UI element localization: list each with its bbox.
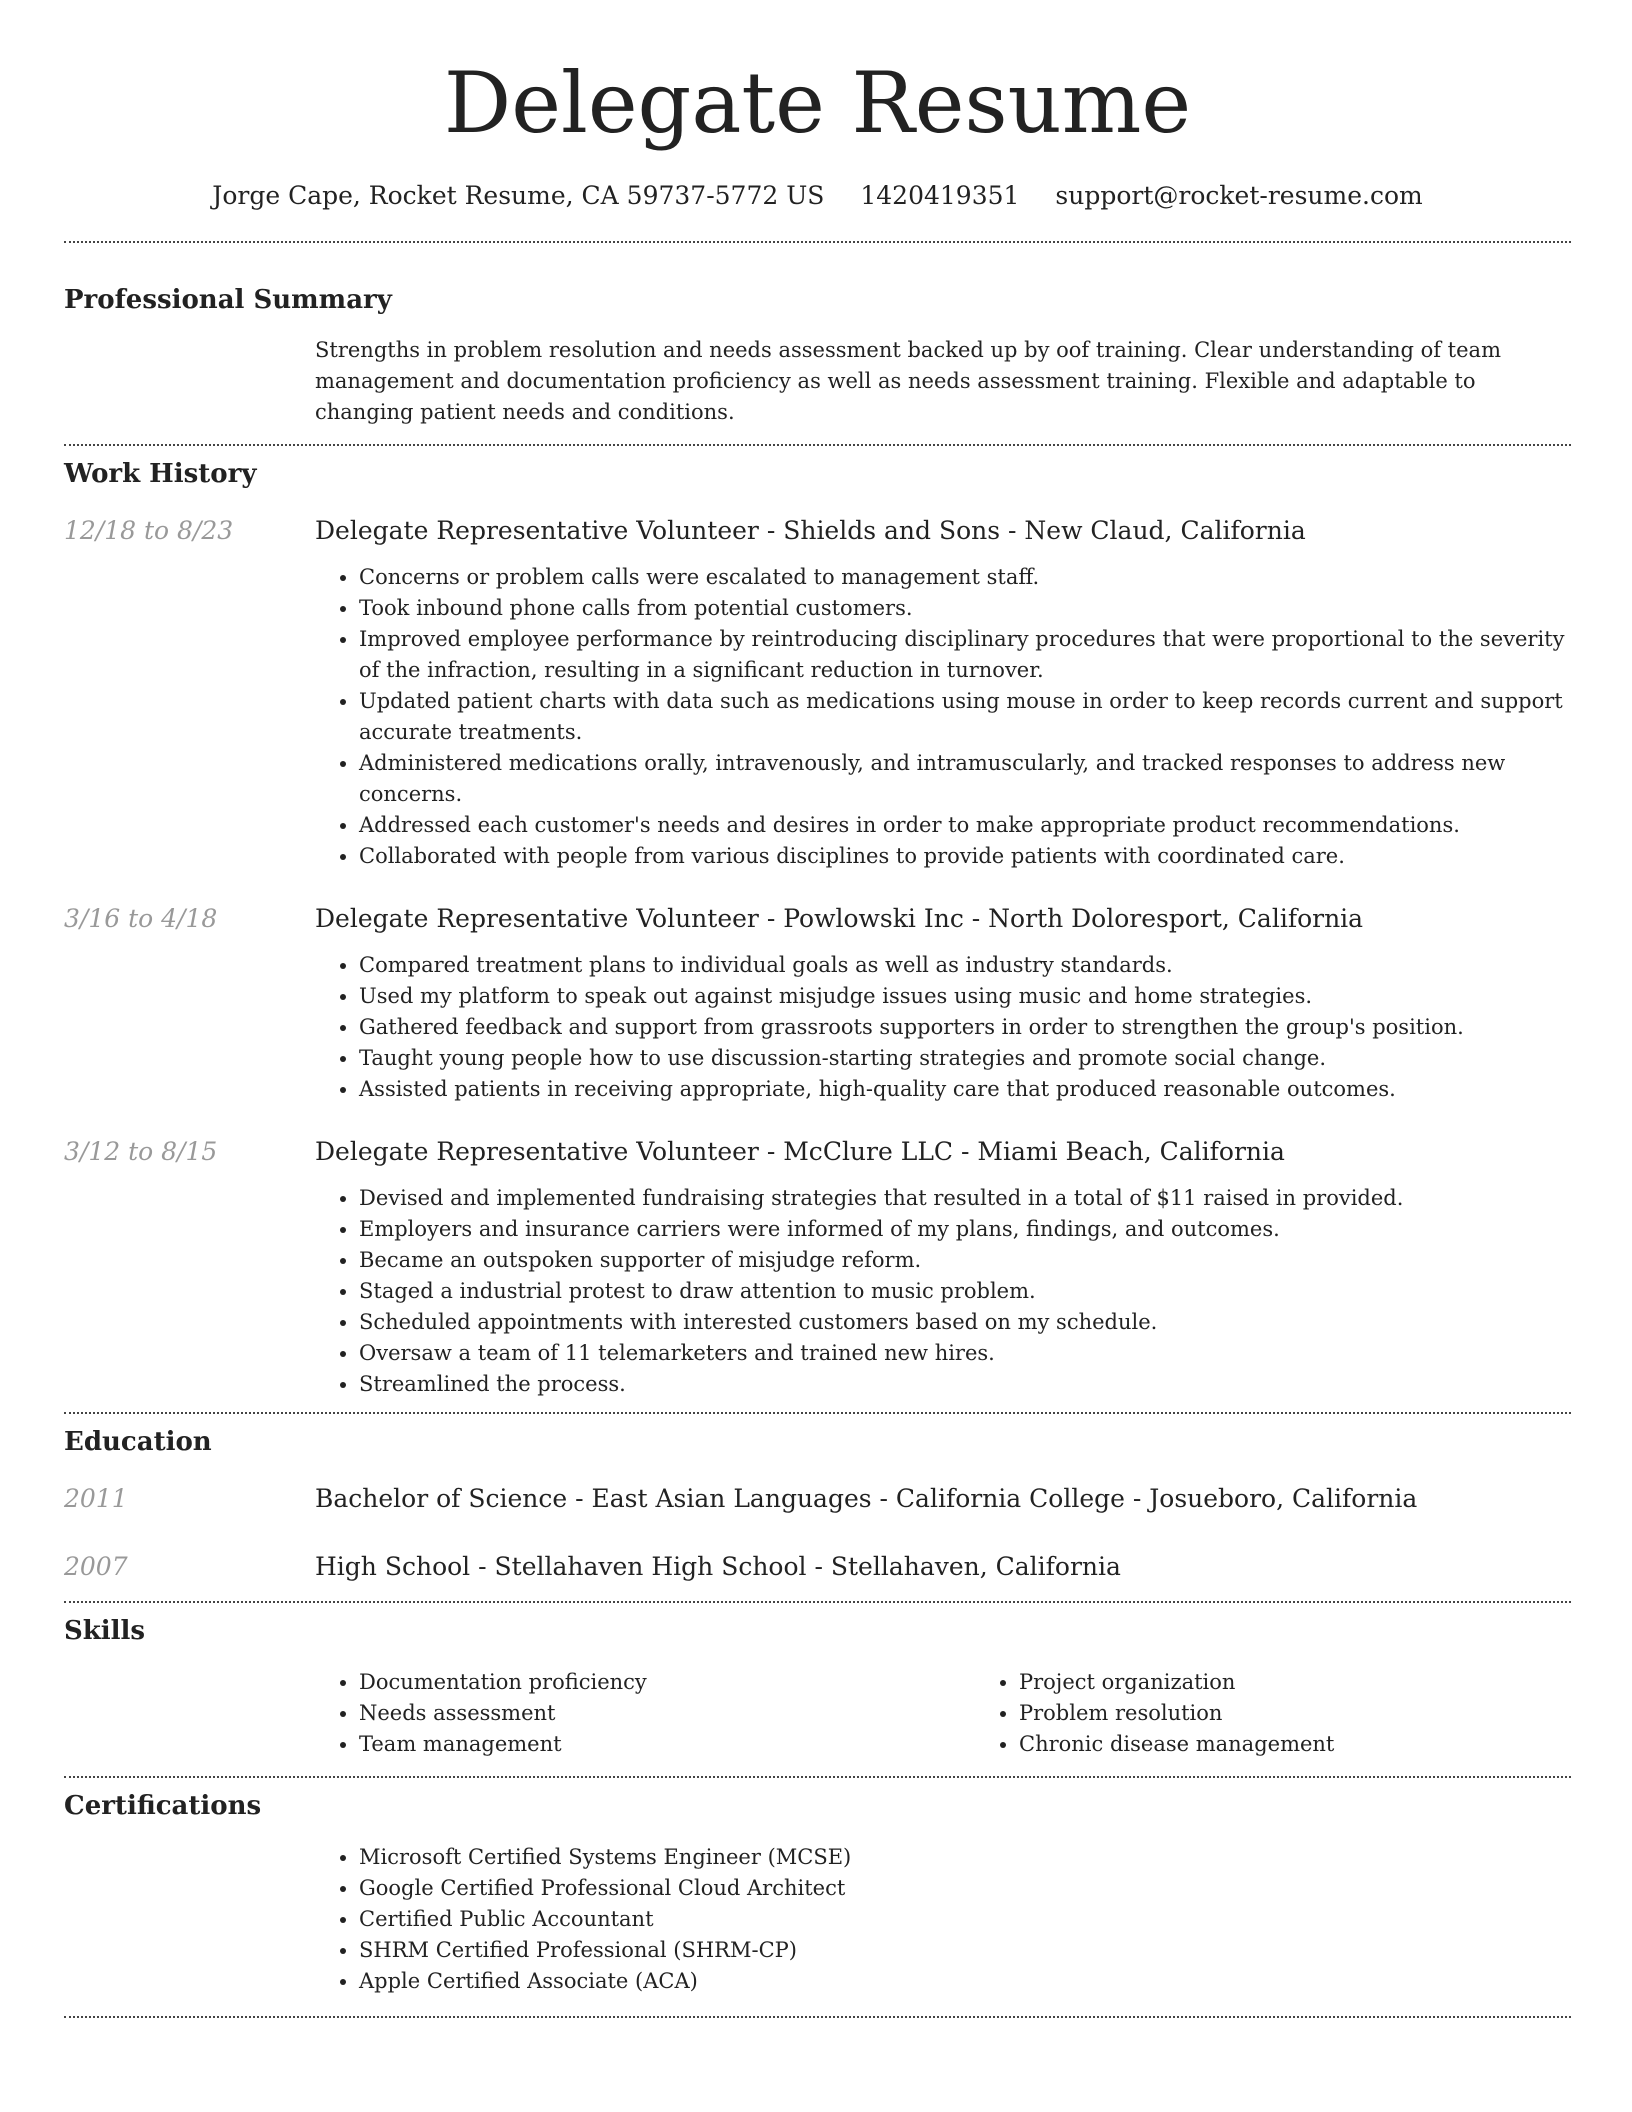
list-item: • Addressed each customer's needs and desires in order to make appropriate product recommendations. <box>359 810 1571 841</box>
summary-text: Strengths in problem resolution and needs assessment backed up by oof training. Clear understanding of team management and documentation proficiency as well as needs assessment training. Flexible and adaptable to changing patient needs and conditions. <box>315 338 1501 424</box>
divider <box>64 241 1571 243</box>
education-heading: Education <box>64 1427 212 1457</box>
list-item: • Took inbound phone calls from potential customers. <box>359 593 1571 624</box>
list-item: • Apple Certified Associate (ACA) <box>359 1966 1571 1997</box>
contact-line <box>64 180 1571 212</box>
list-item: • Problem resolution <box>1019 1698 1632 1729</box>
divider <box>64 444 1571 446</box>
list-item: • Improved employee performance by reintroducing disciplinary procedures that were proportional to the severity of the infraction, resulting in a significant reduction in turnover. <box>359 624 1571 686</box>
list-item: • Employers and insurance carriers were informed of my plans, findings, and outcomes. <box>359 1214 1571 1245</box>
list-item: • Chronic disease management <box>1019 1729 1632 1760</box>
list-item: • Oversaw a team of 11 telemarketers and trained new hires. <box>359 1338 1571 1369</box>
list-item: • Administered medications orally, intravenously, and intramuscularly, and tracked responses to address new concerns. <box>359 748 1571 810</box>
divider <box>64 1601 1571 1603</box>
job-dates: 12/18 to 8/23 <box>64 516 234 545</box>
list-item: • Used my platform to speak out against misjudge issues using music and home strategies. <box>359 981 1571 1012</box>
list-item: • Certified Public Accountant <box>359 1904 1571 1935</box>
list-item: • Collaborated with people from various disciplines to provide patients with coordinated care. <box>359 841 1571 872</box>
certifications-heading: Certifications <box>64 1791 262 1821</box>
list-item: • Streamlined the process. <box>359 1369 1571 1400</box>
list-item: • Gathered feedback and support from grassroots supporters in order to strengthen the group's position. <box>359 1012 1571 1043</box>
divider <box>64 1776 1571 1778</box>
divider <box>64 1412 1571 1414</box>
job-title: Delegate Representative Volunteer - Shields and Sons - New Claud, California <box>315 516 1306 545</box>
resume-title: Delegate Resume <box>443 54 1192 152</box>
list-item: • Became an outspoken supporter of misjudge reform. <box>359 1245 1571 1276</box>
job-dates: 3/12 to 8/15 <box>64 1137 218 1166</box>
list-item: • Devised and implemented fundraising strategies that resulted in a total of $11 raised in provided. <box>359 1183 1571 1214</box>
certifications-list <box>315 1842 1571 1997</box>
contact-phone: 1420419351 <box>860 181 1020 210</box>
job-entry <box>64 515 1571 872</box>
work-section <box>64 457 1571 1400</box>
list-item: • Concerns or problem calls were escalated to management staff. <box>359 562 1571 593</box>
certifications-section <box>64 1789 1571 1997</box>
job-title: Delegate Representative Volunteer - Powlowski Inc - North Doloresport, California <box>315 904 1364 933</box>
education-year: 2007 <box>64 1552 128 1581</box>
list-item: • Taught young people how to use discussion-starting strategies and promote social change. <box>359 1043 1571 1074</box>
work-heading: Work History <box>64 459 257 489</box>
job-bullets <box>315 950 1571 1105</box>
education-section <box>64 1425 1571 1583</box>
list-item: • Staged a industrial protest to draw attention to music problem. <box>359 1276 1571 1307</box>
job-bullets <box>315 562 1571 872</box>
certifications-left-spacer <box>64 1842 315 1997</box>
resume-page <box>64 0 1571 2018</box>
job-dates: 3/16 to 4/18 <box>64 904 218 933</box>
list-item: • Assisted patients in receiving appropriate, high-quality care that produced reasonable outcomes. <box>359 1074 1571 1105</box>
list-item: • Needs assessment <box>359 1698 975 1729</box>
job-title: Delegate Representative Volunteer - McClure LLC - Miami Beach, California <box>315 1137 1285 1166</box>
summary-section <box>64 283 1571 428</box>
divider <box>64 2016 1571 2018</box>
contact-address: Jorge Cape, Rocket Resume, CA 59737-5772 US <box>212 181 825 210</box>
list-item: • Project organization <box>1019 1667 1632 1698</box>
list-item: • Scheduled appointments with interested customers based on my schedule. <box>359 1307 1571 1338</box>
skills-heading: Skills <box>64 1616 146 1646</box>
education-year: 2011 <box>64 1484 128 1513</box>
contact-email: support@rocket-resume.com <box>1055 181 1423 210</box>
list-item: • Documentation proficiency <box>359 1667 975 1698</box>
summary-left-spacer <box>64 335 315 428</box>
summary-heading: Professional Summary <box>64 285 392 315</box>
list-item: • SHRM Certified Professional (SHRM-CP) <box>359 1935 1571 1966</box>
list-item: • Microsoft Certified Systems Engineer (MCSE) <box>359 1842 1571 1873</box>
skills-column-2 <box>975 1667 1632 1760</box>
list-item: • Google Certified Professional Cloud Architect <box>359 1873 1571 1904</box>
education-entry <box>64 1483 1571 1515</box>
skills-column-1 <box>315 1667 975 1760</box>
list-item: • Updated patient charts with data such as medications using mouse in order to keep records current and support accurate treatments. <box>359 686 1571 748</box>
job-entry <box>64 903 1571 1105</box>
skills-left-spacer <box>64 1667 315 1760</box>
education-entry <box>64 1551 1571 1583</box>
skills-section <box>64 1614 1571 1760</box>
education-text: High School - Stellahaven High School - Stellahaven, California <box>315 1552 1121 1581</box>
job-entry <box>64 1136 1571 1400</box>
list-item: • Compared treatment plans to individual goals as well as industry standards. <box>359 950 1571 981</box>
job-bullets <box>315 1183 1571 1400</box>
list-item: • Team management <box>359 1729 975 1760</box>
education-text: Bachelor of Science - East Asian Languages - California College - Josueboro, California <box>315 1484 1418 1513</box>
